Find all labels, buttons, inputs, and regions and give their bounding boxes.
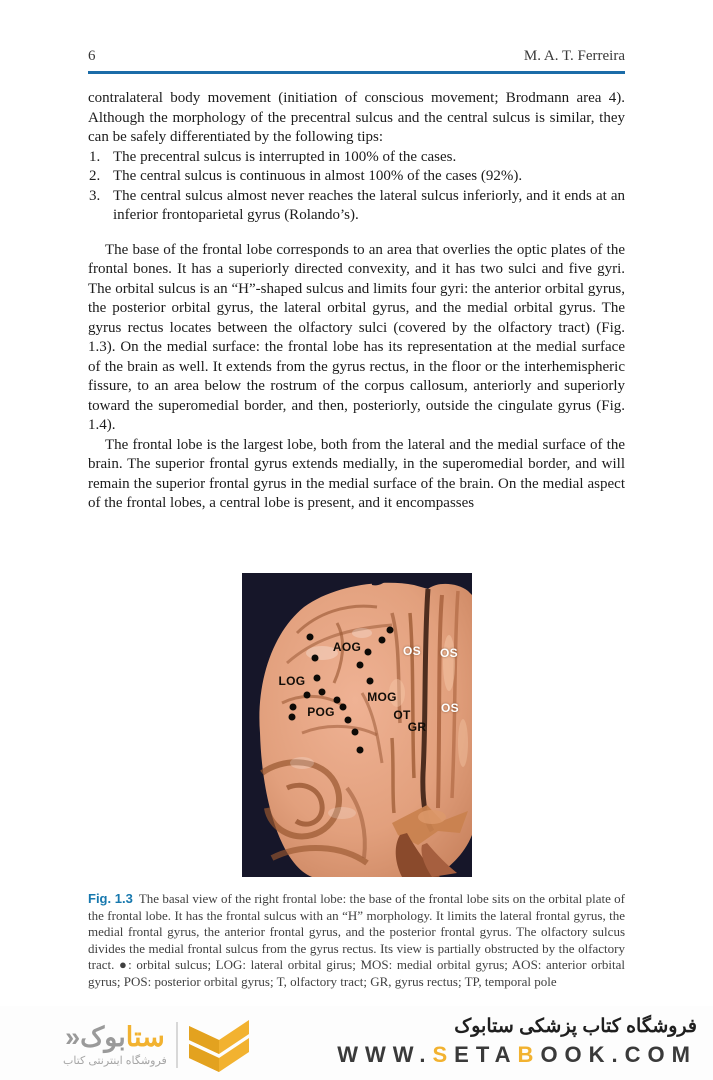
- figure-1-3-photo: [242, 573, 472, 877]
- sulcus-marker-dot: [312, 655, 319, 662]
- store-title: فروشگاه کتاب پزشکی ستابوک: [454, 1016, 697, 1037]
- sulcus-marker-dot: [319, 689, 326, 696]
- list-item-number: 2.: [89, 168, 101, 184]
- list-item-number: 3.: [89, 187, 101, 204]
- sulcus-marker-dot: [379, 637, 386, 644]
- wordmark-yellow-part: ستا: [125, 1022, 165, 1052]
- list-item: [88, 167, 625, 187]
- logo-divider: [176, 1022, 178, 1068]
- sulcus-marker-dot: [387, 627, 394, 634]
- setabook-wordmark-block: [63, 1023, 167, 1067]
- setabook-chevron-icon: [187, 1018, 249, 1072]
- sulcus-marker-dot: [290, 704, 297, 711]
- sulcus-marker-dot: [334, 697, 341, 704]
- sulcus-marker-dot: [304, 692, 311, 699]
- list-item: [88, 148, 625, 168]
- figure-caption-text: The basal view of the right frontal lobe: the base of the frontal lobe sits on the orbital plate of the frontal lobe. It has the frontal sulcus with an “H” morphology. It limits the lateral frontal gyrus, the medial frontal gyrus, the anterior frontal gyrus, and the posterior frontal gyrus. The olfactory sulcus divides the medial frontal sulcus from the gyrus rectus. Its view is partially obstructed by the olfactory tract. ●: orbital sulcus; LOG: lateral orbital girus; MOS: medial orbital gyrus; AOS: anterior orbital gyrus; POS: posterior orbital gyrus; T, olfactory tract; GR, gyrus rectus; TP, temporal pole: [88, 891, 625, 989]
- url-segment: ETA: [454, 1042, 518, 1067]
- sulcus-marker-dot: [357, 662, 364, 669]
- list-item: [88, 187, 625, 226]
- sulcus-marker-dot: [365, 649, 372, 656]
- sulcus-marker-dot: [289, 714, 296, 721]
- figure-label-pog: POG: [307, 705, 335, 719]
- list-item-text: The precentral sulcus is interrupted in 100% of the cases.: [113, 148, 457, 165]
- sulcus-marker-dot: [367, 678, 374, 685]
- site-url: [337, 1040, 697, 1070]
- sulcus-marker-dot: [314, 675, 321, 682]
- setabook-wordmark: [65, 1023, 165, 1051]
- numbered-list: [88, 148, 625, 226]
- figure-label-os: OS: [440, 646, 458, 660]
- running-head-author: M. A. T. Ferreira: [523, 48, 625, 64]
- figure-caption: [88, 891, 625, 991]
- url-segment: WWW.: [337, 1042, 433, 1067]
- body-text: [88, 89, 625, 514]
- page-number: 6: [88, 48, 96, 64]
- wordmark-gray-part: بوک«: [65, 1022, 126, 1052]
- footer-text-block: [337, 1014, 697, 1070]
- setabook-footer-banner: [0, 1006, 713, 1080]
- figure-label-os: OS: [403, 644, 421, 658]
- sulcus-marker-dot: [340, 704, 347, 711]
- sulcus-marker-dot: [352, 729, 359, 736]
- paragraph-3: The frontal lobe is the largest lobe, both from the lateral and the medial surface of the brain. The superior frontal gyrus extends medially, in the superomedial border, and will remain the superior frontal gyrus in the medial surface of the brain. On the medial aspect of the frontal lobes, a central lobe is present, and it encompasses: [88, 436, 625, 511]
- paragraph-2: The base of the frontal lobe corresponds to an area that overlies the optic plates of the frontal bones. It has a superiorly directed convexity, and it has two sulci and five gyri. The orbital sulcus is an “H”-shaped sulcus and limits four gyri: the anterior orbital gyrus, the posterior orbital gyrus, the lateral orbital gyrus, and the medial orbital gyrus. The gyrus rectus locates between the olfactory sulci (covered by the olfactory tract) (Fig. 1.3). On the medial surface: the frontal lobe has its representation at the medial surface of the brain as well. It extends from the gyrus rectus, in the floor or the interhemispheric fissure, to an area below the rostrum of the corpus callosum, anteriorly and superiorly toward the superomedial border, and then, posteriorly, outside the cingulate gyrus (Fig. 1.4).: [88, 241, 625, 433]
- figure-label-gr: GR: [407, 720, 427, 734]
- logo-tagline: فروشگاه اینترنتی کتاب: [63, 1055, 167, 1067]
- url-accent-letter: S: [432, 1042, 455, 1067]
- setabook-logo: [63, 1018, 249, 1072]
- figure-label-log: LOG: [278, 674, 306, 688]
- brain-illustration: [242, 573, 472, 877]
- figure-caption-number: Fig. 1.3: [88, 891, 133, 906]
- list-item-number: 1.: [89, 148, 101, 165]
- header-rule: [88, 71, 625, 74]
- paragraph-1: contralateral body movement (initiation of conscious movement; Brodmann area 4). Although the morphology of the precentral sulcus and the central sulcus is similar, they can be safely differentiated by the following tips:: [88, 90, 625, 145]
- figure-label-os: OS: [441, 701, 459, 715]
- list-item-text: The central sulcus is continuous in almost 100% of the cases (92%).: [113, 168, 523, 184]
- sulcus-marker-dot: [307, 634, 314, 641]
- figure-label-mog: MOG: [367, 690, 397, 704]
- sulcus-marker-dot: [357, 747, 364, 754]
- figure-label-aog: AOG: [332, 640, 362, 654]
- sulcus-marker-dot: [345, 717, 352, 724]
- figure-label-ot: OT: [393, 708, 411, 722]
- list-item-text: The central sulcus almost never reaches the lateral sulcus inferiorly, and it ends at an inferior frontoparietal gyrus (Rolando’s).: [113, 187, 625, 223]
- url-segment: OOK.COM: [540, 1042, 697, 1067]
- page-header: [88, 48, 625, 65]
- url-accent-letter: B: [517, 1042, 541, 1067]
